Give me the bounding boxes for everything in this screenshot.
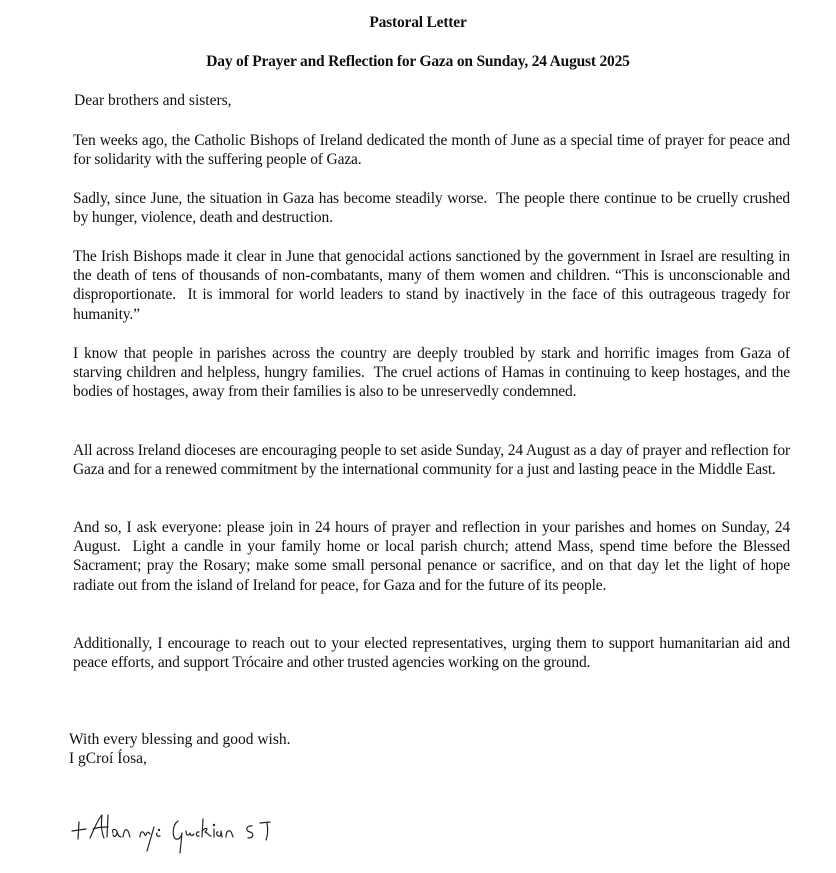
paragraph-3: The Irish Bishops made it clear in June that genocidal actions sanctioned by the government in Israel are resulting in the death of tens of thousands of non-combatants, many of them women and children. “This is unconscionable and disproportionate. It is immoral for world leaders to stand by inactively in the face of this outrageous tragedy for humanity.”	[73, 248, 794, 323]
letter-subtitle: Day of Prayer and Reflection for Gaza on Sunday, 24 August 2025	[206, 53, 630, 70]
closing-line: With every blessing and good wish.	[69, 731, 291, 748]
paragraph-7: Additionally, I encourage to reach out to your elected representatives, urging them to support humanitarian aid and peace efforts, and support Trócaire and other trusted agencies working on the ground.	[73, 635, 794, 672]
paragraph-4: I know that people in parishes across the country are deeply troubled by stark and horrific images from Gaza of starving children and helpless, hungry families. The cruel actions of Hamas in continuing to keep hostages, and the bodies of hostages, away from their families is also to be unreservedly condemned.	[73, 345, 794, 401]
letter-title: Pastoral Letter	[369, 14, 467, 31]
handwritten-signature	[68, 805, 338, 860]
closing-irish: I gCroí Íosa,	[69, 750, 147, 767]
paragraph-1: Ten weeks ago, the Catholic Bishops of Ireland dedicated the month of June as a special time of prayer for peace and for solidarity with the suffering people of Gaza.	[73, 132, 794, 169]
salutation: Dear brothers and sisters,	[74, 92, 232, 109]
paragraph-2: Sadly, since June, the situation in Gaza has become steadily worse. The people there continue to be cruelly crushed by hunger, violence, death and destruction.	[73, 190, 794, 227]
paragraph-6: And so, I ask everyone: please join in 24 hours of prayer and reflection in your parishes and homes on Sunday, 24 August. Light a candle in your family home or local parish church; attend Mass, spend time before the Blessed Sacrament; pray the Rosary; make some small personal penance or sacrifice, and on that day let the light of hope radiate out from the island of Ireland for peace, for Gaza and for the future of its people.	[73, 519, 794, 594]
paragraph-5: All across Ireland dioceses are encouraging people to set aside Sunday, 24 August as a day of prayer and reflection for Gaza and for a renewed commitment by the international community for a just and lasting peace in the Middle East.	[73, 442, 794, 479]
